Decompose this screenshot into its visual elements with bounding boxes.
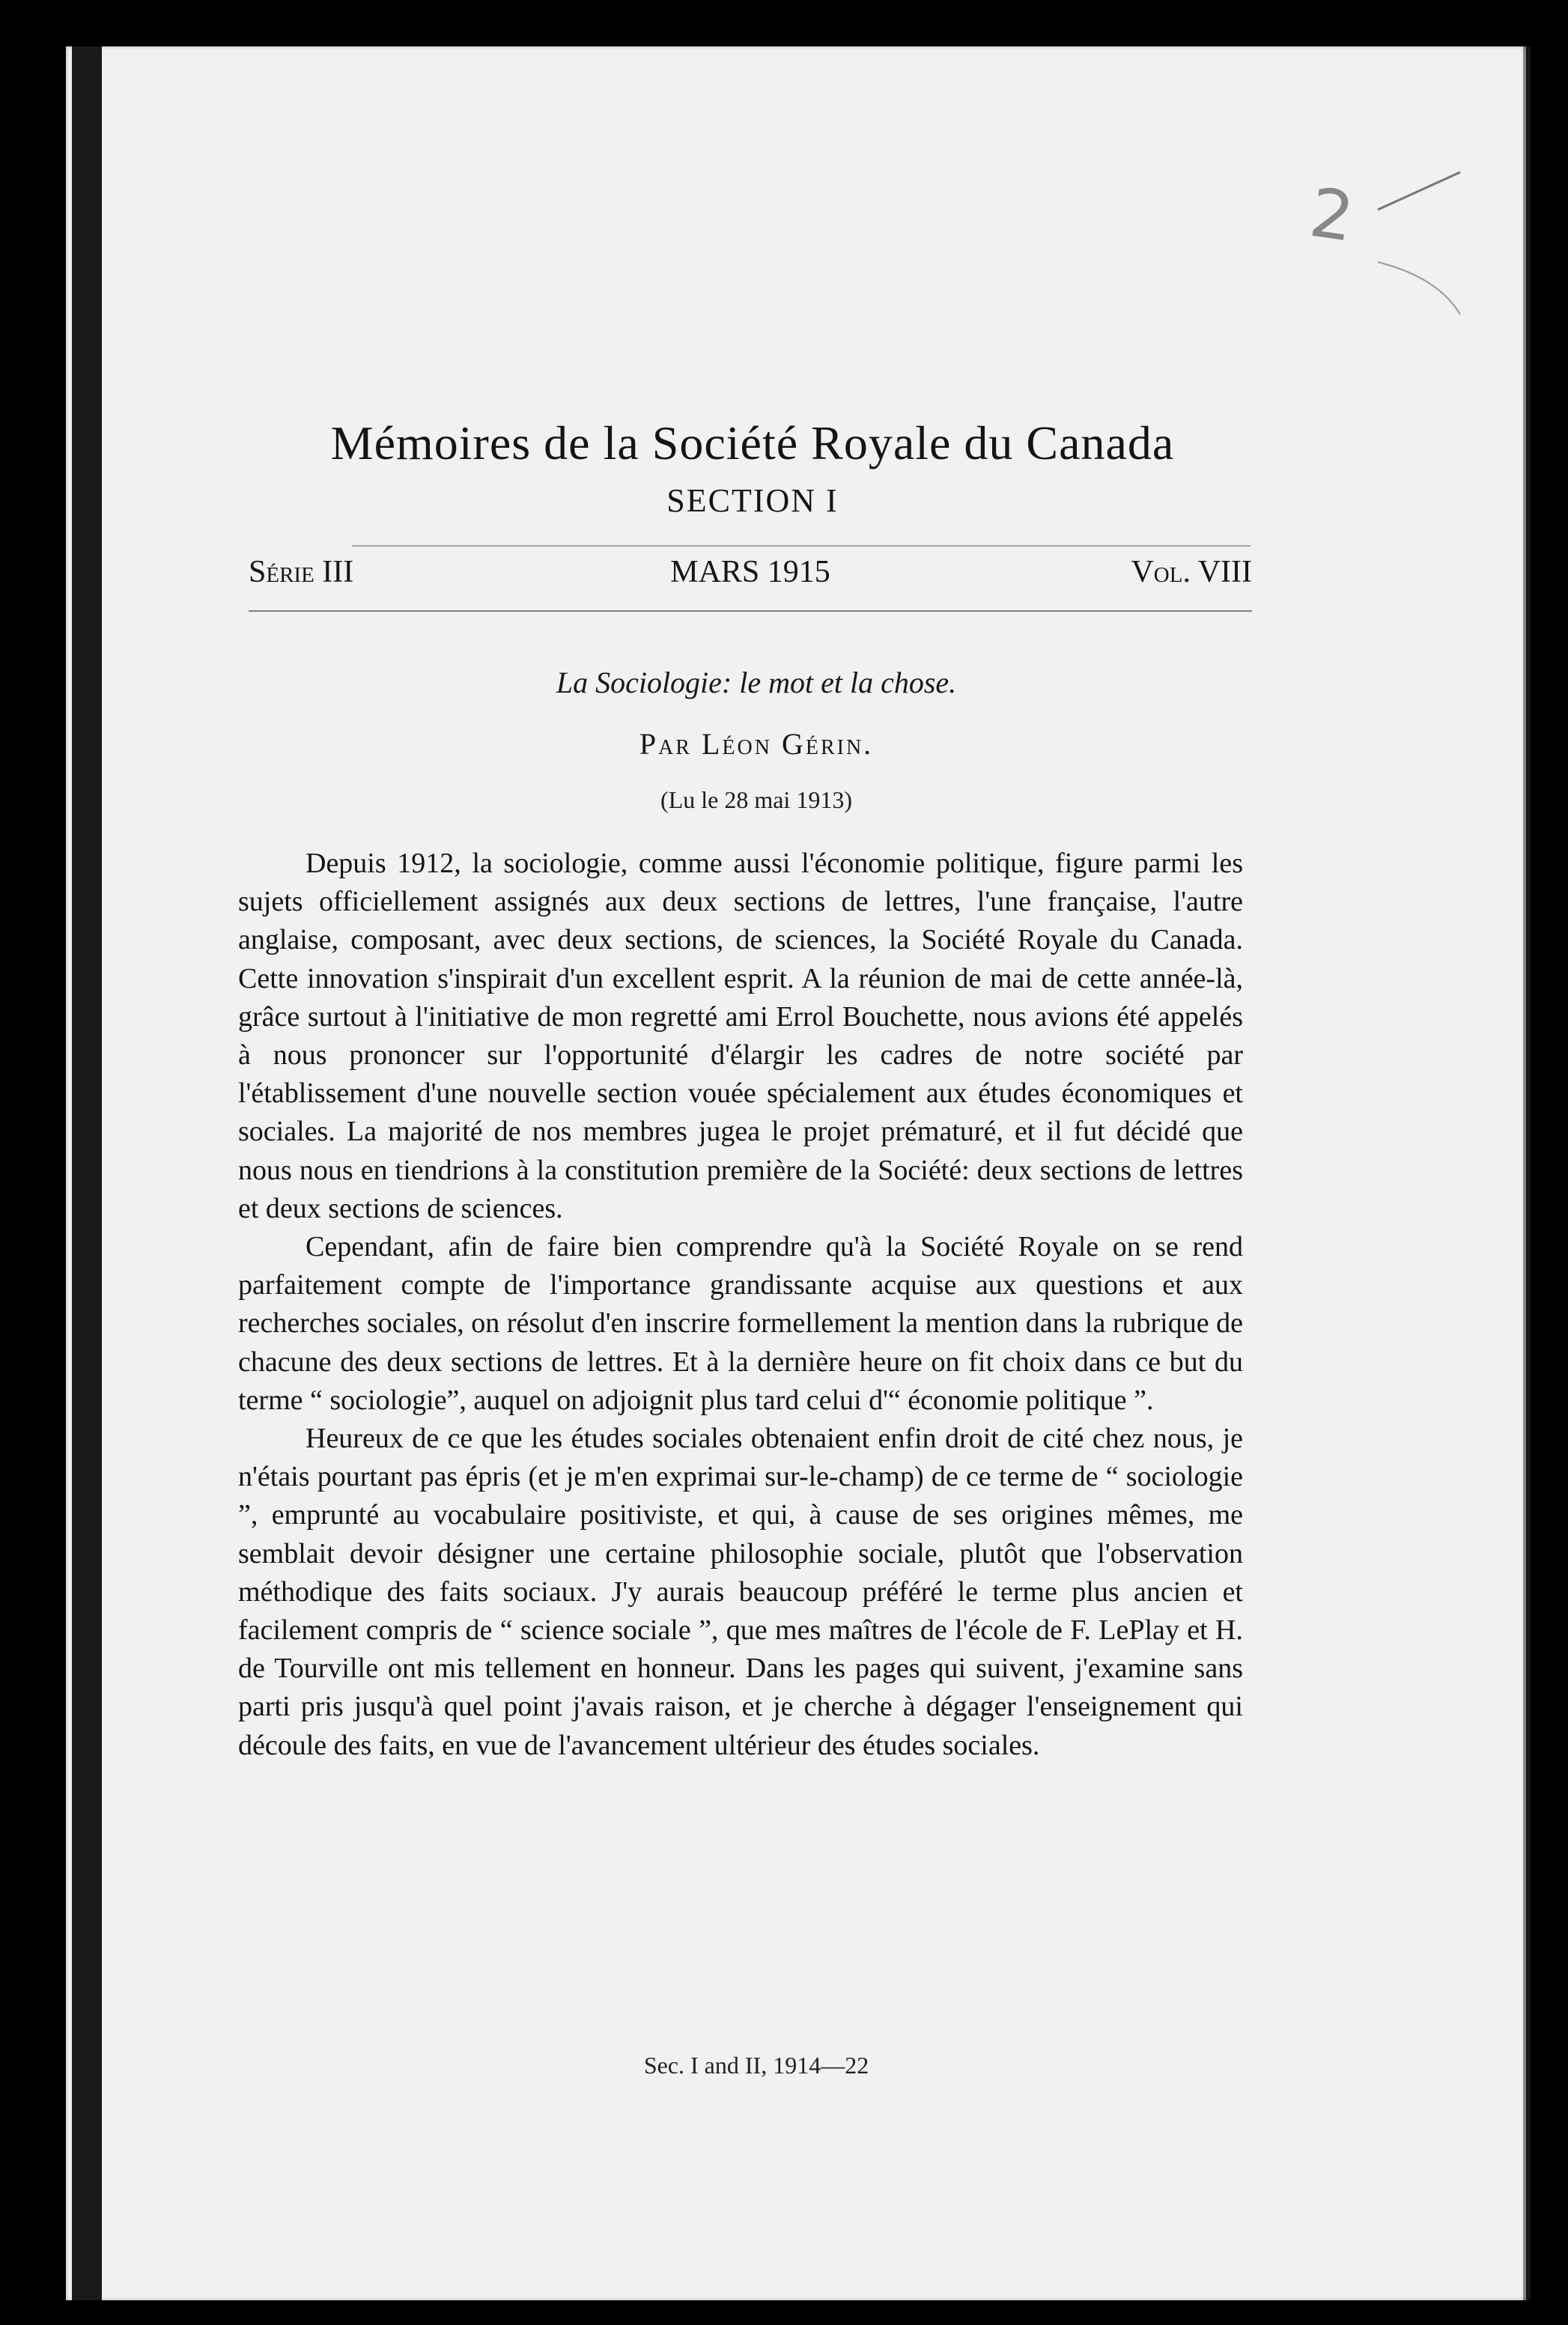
paragraph: Depuis 1912, la sociologie, comme aussi l'économie politique, figure parmi les sujets officiellement assignés aux deux sections de lettres, l'une française, l'autre anglaise, composant, avec deux sections, de sciences, la Société Royale du Canada. Cette innovation s'inspirait d'un excellent esprit. A la réunion de mai de cette année-là, grâce surtout à l'initiative de mon regretté ami Errol Bouchette, nous avions été appelés à nous prononcer sur l'opportunité d'élargir les cadres de notre société par l'établissement d'une nouvelle section vouée spécialement aux études économiques et sociales. La majorité de nos membres jugea le projet prématuré, et il fut décidé que nous nous en tiendrions à la constitution première de la Société: deux sections de lettres et deux sections de sciences. (238, 848, 1243, 1224)
paragraph: Heureux de ce que les études sociales obtenaient enfin droit de cité chez nous, je n'étais pourtant pas épris (et je m'en exprimai sur-le-champ) de ce terme de “ sociologie ”, emprunté au vocabulaire positiviste, et qui, à cause de ses origines mêmes, me semblait devoir désigner une certaine philosophie sociale, plutôt que l'observation méthodique des faits sociaux. J'y aurais beaucoup préféré le terme plus ancien et facilement compris de “ science sociale ”, que mes maîtres de l'école de F. LePlay et H. de Tourville ont mis tellement en honneur. Dans les pages qui suivent, j'examine sans parti pris jusqu'à quel point j'avais raison, et je cherche à dégager l'enseignement qui découle des faits, en vue de l'avancement ultérieur des études sociales. (238, 1423, 1243, 1761)
page-signature: Sec. I and II, 1914—22 (643, 2052, 869, 2079)
article-title: La Sociologie: le mot et la chose. (556, 666, 957, 699)
read-date: (Lu le 28 mai 1913) (660, 786, 852, 813)
page-right-edge (1523, 46, 1531, 2300)
header-rule-bottom (249, 610, 1252, 612)
volume-label: Vol. VIII (1131, 555, 1252, 589)
article-body (238, 845, 1243, 1765)
page-binding-shadow (72, 46, 102, 2300)
section-label: SECTION I (666, 482, 839, 519)
issue-date: MARS 1915 (670, 555, 830, 589)
header-meta-row (249, 554, 1252, 599)
paragraph: Cependant, afin de faire bien comprendre qu'à la Société Royale on se rend parfaitement compte de l'importance grandissante acquise aux questions et aux recherches sociales, on résolut d'en inscrire formellement la mention dans la rubrique de chacune des deux sections de lettres. Et à la dernière heure on fit choix dans ce but du terme “ sociologie”, auquel on adjoignit plus tard celui d'“ économie politique ”. (238, 1231, 1243, 1416)
article-author: Par Léon Gérin. (639, 727, 874, 761)
series-label: Série III (249, 555, 354, 589)
journal-title: Mémoires de la Société Royale du Canada (330, 416, 1175, 469)
pencil-annotation: 2 (1304, 173, 1359, 258)
header-rule-top (352, 545, 1251, 547)
pencil-strokes (1288, 157, 1468, 322)
